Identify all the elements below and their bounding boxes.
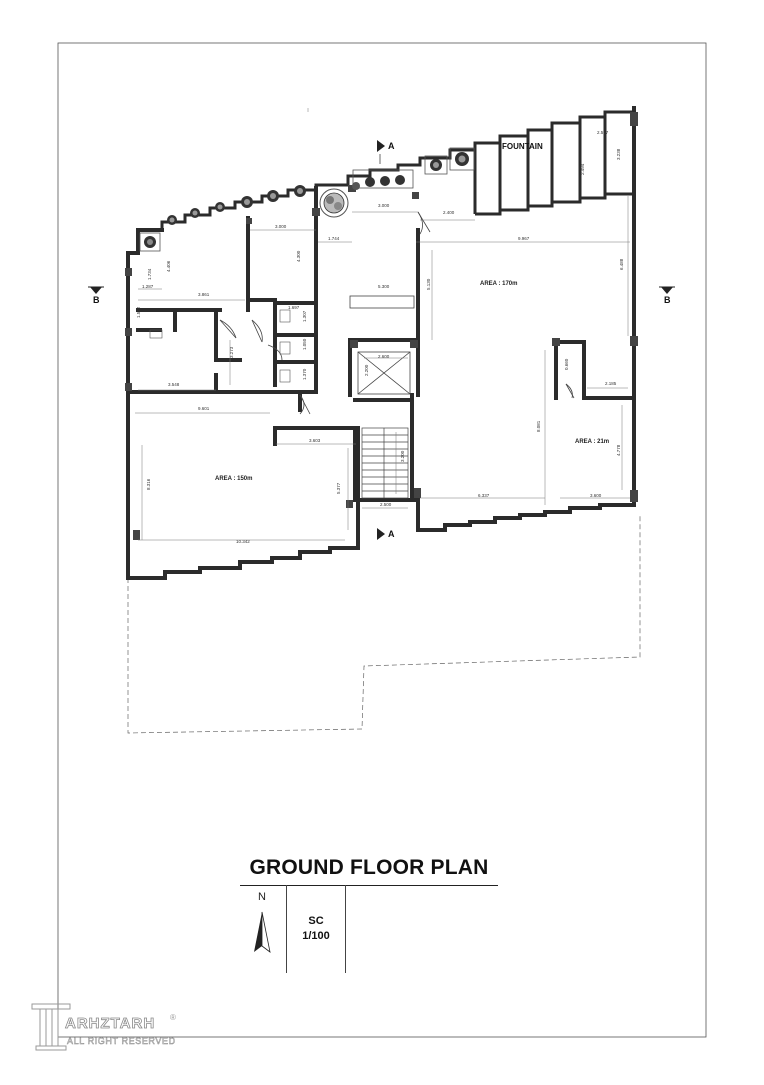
registered-mark: ® — [170, 1013, 176, 1022]
dimension-text: 2.400 — [443, 210, 455, 215]
area-label-left: AREA : 150m — [215, 476, 253, 482]
dimension-text: 9.967 — [518, 236, 530, 241]
dimension-text: 2.567 — [597, 130, 609, 135]
area-label-right: AREA : 21m — [575, 439, 610, 445]
dimension-text: 3.000 — [378, 203, 390, 208]
planter-shrub-icon — [267, 190, 279, 202]
dimension-text: 1.744 — [328, 236, 340, 241]
dimension-text: 5.300 — [378, 284, 390, 289]
dimension-text: 4.406 — [166, 260, 171, 272]
planter-shrub-icon — [352, 170, 413, 190]
dimension-text: 3.600 — [590, 493, 602, 498]
dimension-text: 5.377 — [336, 482, 341, 494]
section-label-a-bottom: A — [388, 529, 395, 539]
section-b-left-arrow-icon — [88, 287, 104, 294]
stepped-top-wall — [138, 112, 634, 230]
dimension-text: 2.500 — [380, 502, 392, 507]
dimension-text: 1.370 — [302, 368, 307, 380]
dimension-text: 2.600 — [378, 354, 390, 359]
columns — [125, 112, 638, 540]
dimension-text: 1.734 — [147, 268, 152, 280]
area-label-main: AREA : 170m — [480, 281, 518, 287]
north-label: N — [258, 891, 266, 903]
dimension-lines — [135, 108, 630, 540]
section-a-top-arrow-icon — [377, 140, 385, 164]
section-label-b-left: B — [93, 295, 100, 305]
planter-shrub-icon — [140, 233, 160, 251]
fixtures — [150, 310, 290, 382]
dimension-text: 1.050 — [302, 338, 307, 350]
section-label-b-right: B — [664, 295, 671, 305]
scale-label: SC — [308, 915, 324, 927]
site-boundary — [128, 514, 640, 733]
planter-shrub-icon — [241, 196, 253, 208]
title-underline — [240, 885, 498, 886]
scale-value: 1/100 — [302, 930, 330, 942]
counter — [350, 296, 414, 308]
dimension-text: 0.660 — [564, 358, 569, 370]
scale-box — [286, 885, 346, 973]
dimension-text: 6.337 — [478, 493, 490, 498]
planter-shrub-icon — [167, 215, 177, 225]
dimension-text: 9.601 — [198, 406, 210, 411]
dimension-text: 6.488 — [619, 258, 624, 270]
drawing-title: GROUND FLOOR PLAN — [249, 856, 489, 879]
section-a-bottom-arrow-icon — [377, 528, 385, 540]
planter-shrub-icon — [190, 208, 200, 218]
north-arrow-icon — [254, 912, 270, 952]
dimension-text: 2.185 — [605, 381, 617, 386]
watermark-logo — [30, 1002, 190, 1052]
dimension-text: 10.342 — [236, 539, 250, 544]
dimension-text: 3.603 — [309, 438, 321, 443]
planters — [140, 148, 474, 251]
dimension-text: 1.532 — [136, 306, 141, 318]
dimension-text: 4.778 — [616, 444, 621, 456]
stair-treads — [362, 428, 408, 498]
dimension-text: 1.697 — [288, 305, 300, 310]
dimension-text: 2.200 — [364, 364, 369, 376]
planter-shrub-icon — [294, 185, 306, 197]
dimension-text: 3.000 — [275, 224, 287, 229]
dimension-text: 3.273 — [229, 346, 234, 358]
dimension-text: 3.861 — [198, 292, 210, 297]
dimension-text: 3.548 — [168, 382, 180, 387]
section-label-a-top: A — [388, 141, 395, 151]
logo-subtext: ALL RIGHT RESERVED — [67, 1036, 176, 1046]
logo-text: ARHZTARH — [65, 1015, 156, 1032]
tree-icon — [320, 189, 348, 217]
dimension-text: 2.494 — [580, 163, 585, 175]
dimension-text: 3.238 — [616, 148, 621, 160]
dimension-text: 4.300 — [296, 250, 301, 262]
dimension-text: 1.287 — [142, 284, 154, 289]
section-b-right-arrow-icon — [659, 287, 675, 294]
dimension-text: 8.316 — [146, 478, 151, 490]
dimension-text: 1.307 — [302, 310, 307, 322]
fountain-label: FOUNTAIN — [502, 142, 543, 151]
dimension-text: 5.130 — [426, 278, 431, 290]
dimension-text: 8.081 — [536, 420, 541, 432]
planter-shrub-icon — [215, 202, 225, 212]
dimension-text: 3.200 — [400, 450, 405, 462]
